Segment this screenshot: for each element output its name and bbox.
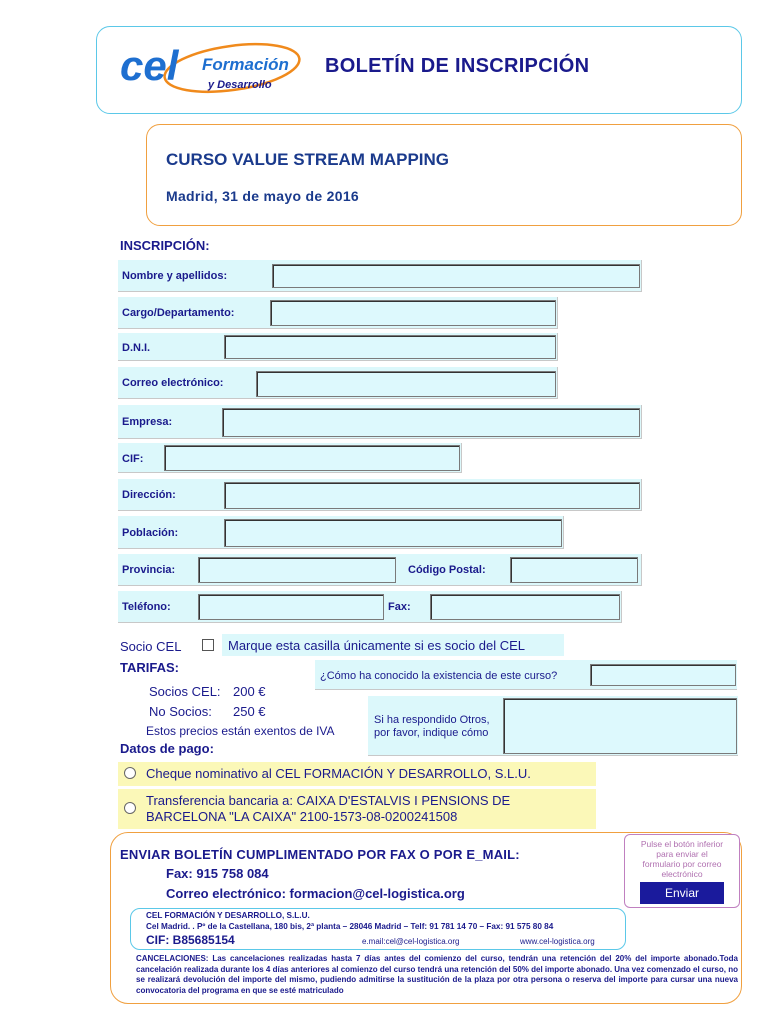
cargo-field[interactable] xyxy=(270,300,556,326)
otros-label-line1: Si ha respondido Otros, xyxy=(374,714,490,726)
page-title: BOLETÍN DE INSCRIPCIÓN xyxy=(325,55,590,77)
cancelaciones-text: CANCELACIONES: Las cancelaciones realizadas hasta 7 días antes del comienzo del curso, tendrán una retención del 20% del importe abonado.Toda cancelación realizada durante los 4 días anteriores al comienzo del curso tendrá una retención del 50% del importe abonado. Una vez comenzado el curso, no se realizará devolución del importe del mismo, pudiendo admitirse la sustitución de la plaza por otra persona o reserva del importe para cursar una nueva convocatoria del programa en que se esté matriculado xyxy=(136,954,738,995)
tarifas-heading: TARIFAS: xyxy=(120,660,179,675)
dni-field[interactable] xyxy=(224,335,556,359)
row-nombre xyxy=(118,260,642,292)
transferencia-line2: BARCELONA "LA CAIXA" 2100-1573-08-0200241508 xyxy=(146,809,458,824)
socio-checkbox[interactable] xyxy=(202,639,214,651)
fax-label: Fax: xyxy=(388,601,411,613)
course-frame xyxy=(146,124,742,226)
poblacion-field[interactable] xyxy=(224,519,562,547)
cif-field[interactable] xyxy=(164,445,460,471)
provincia-label: Provincia: xyxy=(122,564,176,576)
row-cargo xyxy=(118,297,558,329)
company-web: www.cel-logistica.org xyxy=(520,937,595,946)
row-direccion xyxy=(118,479,642,511)
direccion-field[interactable] xyxy=(224,482,640,509)
cargo-label: Cargo/Departamento: xyxy=(122,307,235,319)
send-note-line1: Pulse el botón inferior xyxy=(640,839,724,849)
cel-logo xyxy=(112,36,302,100)
iva-note: Estos precios están exentos de IVA xyxy=(146,724,335,738)
nombre-label: Nombre y apellidos: xyxy=(122,270,228,282)
transferencia-line1: Transferencia bancaria a: CAIXA D'ESTALVIS I PENSIONS DE xyxy=(146,793,511,808)
pago-heading: Datos de pago: xyxy=(120,741,214,756)
otros-label xyxy=(374,714,504,740)
conocido-question: ¿Cómo ha conocido la existencia de este curso? xyxy=(320,670,558,682)
envio-fax: Fax: 915 758 084 xyxy=(166,866,269,881)
otros-textarea[interactable] xyxy=(503,698,737,754)
envio-heading: ENVIAR BOLETÍN CUMPLIMENTADO POR FAX O POR E_MAIL: xyxy=(120,847,520,862)
row-poblacion xyxy=(118,516,564,549)
otros-label-line2: por favor, indique cómo xyxy=(374,727,489,739)
row-dni xyxy=(118,333,558,361)
envio-correo-link[interactable]: formacion@cel-logistica.org xyxy=(289,886,465,901)
provincia-field[interactable] xyxy=(198,557,396,583)
envio-correo-label: Correo electrónico: xyxy=(166,886,286,901)
nombre-field[interactable] xyxy=(272,264,640,288)
dni-label: D.N.I. xyxy=(122,342,151,354)
empresa-field[interactable] xyxy=(222,408,640,437)
transferencia-radio[interactable] xyxy=(124,802,136,814)
codigo-postal-label: Código Postal: xyxy=(408,564,486,576)
logo-main: cel xyxy=(120,42,179,89)
inscripcion-heading: INSCRIPCIÓN: xyxy=(120,238,210,253)
socio-note: Marque esta casilla únicamente si es socio del CEL xyxy=(228,638,525,653)
direccion-label: Dirección: xyxy=(122,489,176,501)
row-provincia xyxy=(118,554,642,586)
send-note-line3: formulario por correo xyxy=(642,859,722,869)
send-note-line2: para enviar el xyxy=(656,849,708,859)
socios-price-label: Socios CEL: xyxy=(149,684,221,699)
course-date: Madrid, 31 de mayo de 2016 xyxy=(166,188,359,204)
row-cif xyxy=(118,443,462,473)
company-name: CEL FORMACIÓN Y DESARROLLO, S.L.U. xyxy=(146,911,310,920)
conocido-select[interactable] xyxy=(590,664,736,686)
course-title: CURSO VALUE STREAM MAPPING xyxy=(166,150,450,169)
telefono-label: Teléfono: xyxy=(122,601,171,613)
poblacion-label: Población: xyxy=(122,527,179,539)
telefono-field[interactable] xyxy=(198,594,384,620)
row-empresa xyxy=(118,405,642,439)
empresa-label: Empresa: xyxy=(122,416,173,428)
logo-sub1: Formación xyxy=(202,55,289,74)
logo-sub2: y Desarrollo xyxy=(208,79,272,91)
fax-field[interactable] xyxy=(430,594,620,620)
envio-correo xyxy=(166,886,465,901)
company-address: Cel Madrid. . Pº de la Castellana, 180 bis, 2ª planta – 28046 Madrid – Telf: 91 781 14 70 – Fax: 91 575 80 84 xyxy=(146,922,554,931)
send-note xyxy=(630,839,734,879)
enviar-button[interactable]: Enviar xyxy=(640,882,724,904)
cheque-radio[interactable] xyxy=(124,767,136,779)
company-cif: CIF: B85685154 xyxy=(146,933,235,947)
cheque-label: Cheque nominativo al CEL FORMACIÓN Y DESARROLLO, S.L.U. xyxy=(146,766,531,781)
row-correo xyxy=(118,367,558,399)
socio-label: Socio CEL xyxy=(120,639,182,654)
correo-label: Correo electrónico: xyxy=(122,377,224,389)
email-field[interactable] xyxy=(256,371,556,397)
socios-price: 200 € xyxy=(233,684,266,699)
no-socios-price-label: No Socios: xyxy=(149,704,212,719)
row-telefono xyxy=(118,591,622,623)
send-note-line4: electrónico xyxy=(661,869,703,879)
no-socios-price: 250 € xyxy=(233,704,266,719)
company-email: e.mail:cel@cel-logistica.org xyxy=(362,937,460,946)
transferencia-label xyxy=(146,793,510,825)
codigo-postal-field[interactable] xyxy=(510,557,638,583)
cif-label: CIF: xyxy=(122,453,144,465)
